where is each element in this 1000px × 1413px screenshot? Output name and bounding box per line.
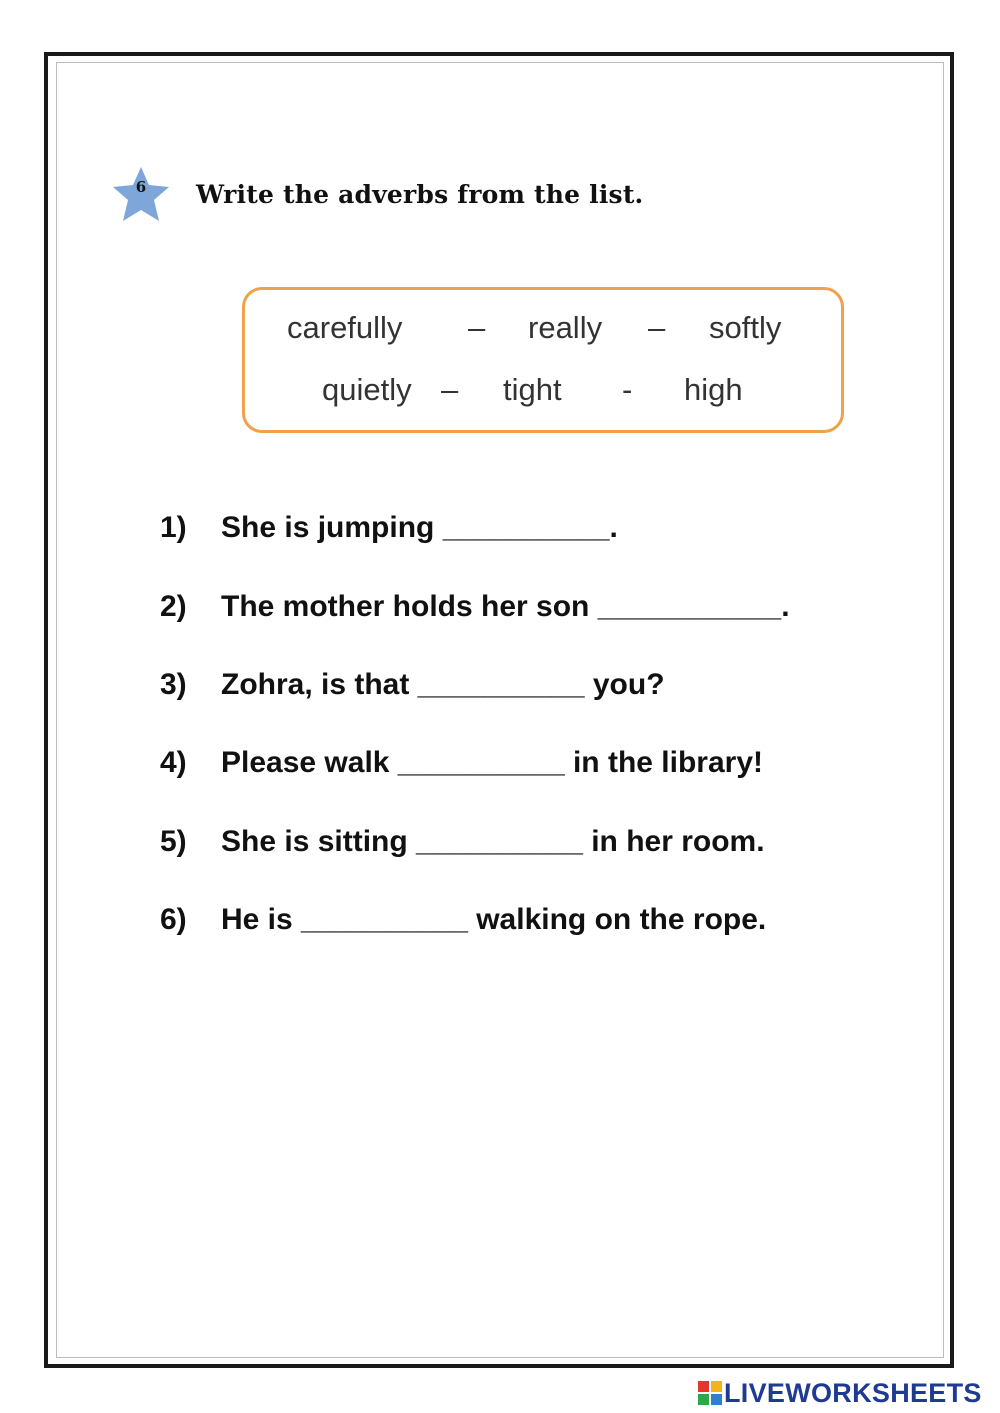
word-quietly: quietly	[322, 372, 412, 407]
word-high: high	[684, 372, 743, 407]
word-separator: –	[441, 372, 459, 407]
brand-name: LIVEWORKSHEETS	[724, 1377, 982, 1408]
question-number: 4)	[160, 746, 187, 779]
word-separator: –	[648, 310, 666, 345]
word-separator: –	[468, 310, 486, 345]
question-item	[160, 746, 763, 780]
question-number: 2)	[160, 590, 187, 623]
word-softly: softly	[709, 310, 782, 345]
question-number: 5)	[160, 825, 187, 858]
question-text: He is __________ walking on the rope.	[221, 903, 767, 936]
question-number: 3)	[160, 668, 187, 701]
question-text: The mother holds her son ___________.	[221, 590, 790, 623]
question-text: She is sitting __________ in her room.	[221, 825, 765, 858]
question-text: Zohra, is that __________ you?	[221, 668, 665, 701]
question-item	[160, 668, 665, 702]
question-item	[160, 825, 765, 859]
exercise-number: 6	[135, 178, 147, 196]
word-carefully: carefully	[287, 310, 403, 345]
word-really: really	[528, 310, 603, 345]
word-separator: -	[622, 372, 633, 407]
page-frame	[44, 52, 954, 1368]
exercise-instruction: Write the adverbs from the list.	[196, 180, 644, 209]
question-item	[160, 590, 790, 624]
question-item	[160, 511, 618, 545]
question-text: She is jumping __________.	[221, 511, 618, 544]
word-list-box	[242, 287, 844, 433]
question-item	[160, 903, 766, 937]
liveworksheets-logo-icon	[698, 1381, 722, 1405]
word-tight: tight	[503, 372, 562, 407]
liveworksheets-logo	[698, 1378, 982, 1408]
question-number: 1)	[160, 511, 187, 544]
question-text: Please walk __________ in the library!	[221, 746, 764, 779]
question-number: 6)	[160, 903, 187, 936]
page-inner-frame	[56, 62, 944, 1358]
